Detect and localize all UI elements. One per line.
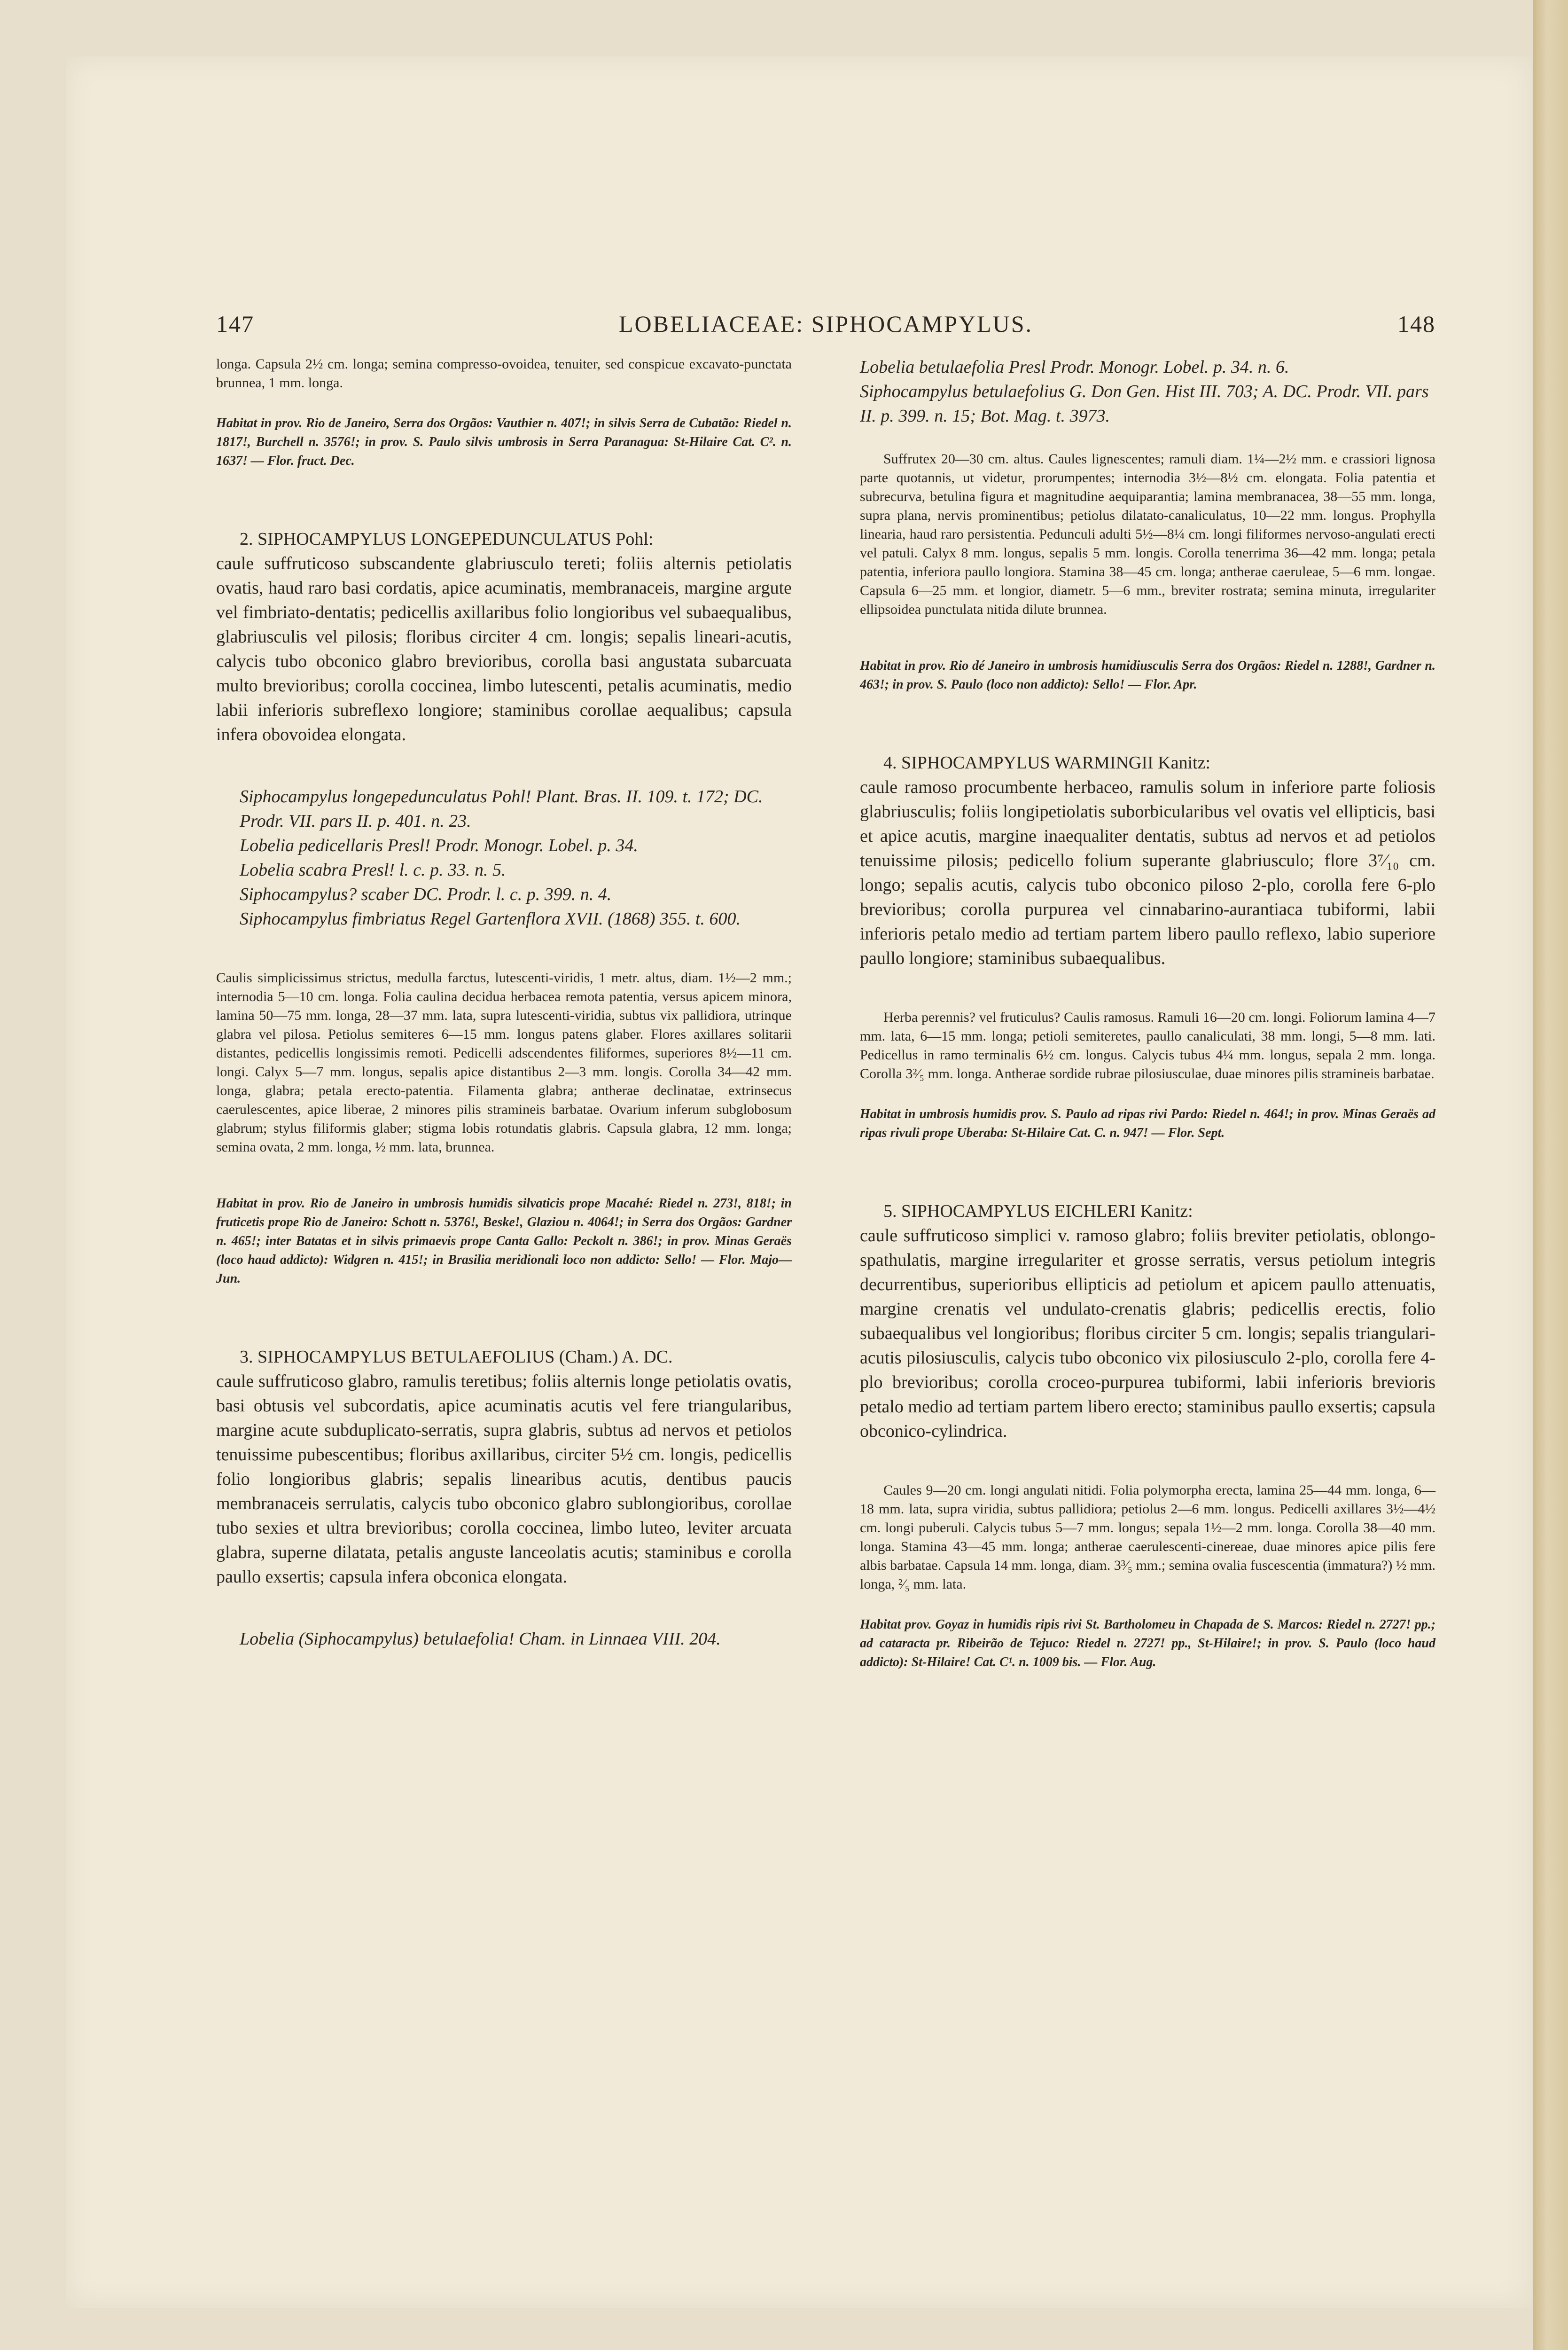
species-heading <box>860 1199 1435 1223</box>
synonym-entry: Siphocampylus longepedunculatus Pohl! Plant. Bras. II. 109. t. 172; DC. Prodr. VII. pars II. p. 401. n. 23. <box>240 787 763 831</box>
species-heading <box>216 1345 792 1369</box>
running-header <box>216 310 1435 343</box>
species-description: caule suffruticoso subscandente glabriusculo tereti; foliis alternis petiolatis ovatis, haud raro basi cordatis, apice acuminatis, membranaceis, margine argute vel fimbriato-dentatis; pedicellis axillaribus folio longioribus vel subaequalibus, glabriusculis vel pilosis; floribus circiter 4 cm. longis; sepalis lineari-acutis, calycis tubo obconico glabro brevioribus, corolla basi angustata subarcuata multo brevioribus; corolla coccinea, limbo lutescenti, petalis acuminatis, medio labii inferioris subreflexo longiore; staminibus corollae aequalibus; capsula infera obovoidea elongata. <box>216 554 792 744</box>
species-name: 4. SIPHOCAMPYLUS WARMINGII Kanitz: <box>883 753 1210 773</box>
synonym-list <box>216 1627 792 1651</box>
synonym-entry: Siphocampylus fimbriatus Regel Gartenflora XVII. (1868) 355. t. 600. <box>240 909 741 929</box>
synonym-entry: Lobelia pedicellaris Presl! Prodr. Monogr. Lobel. p. 34. <box>240 836 638 855</box>
right-column <box>860 355 1435 1672</box>
detail-paragraph: Herba perennis? vel fruticulus? Caulis ramosus. Ramuli 16—20 cm. longi. Foliorum lamina 4—7 mm. lata, 6—15 mm. longa; petioli semiteretes, paullo canaliculati, 38 mm. longi, 5—8 mm. lati. Pedicellus in ramo terminalis 6½ cm. longus. Calycis tubus 4¼ mm. longus, sepala 2 mm. longa. Corolla 3²⁄₅ mm. longa. Antherae sordide rubrae pilosiusculae, duae minores pilis stramineis barbatae. <box>860 1010 1435 1081</box>
running-title: LOBELIACEAE: SIPHOCAMPYLUS. <box>618 311 1033 337</box>
left-column <box>216 355 792 1651</box>
species-heading <box>860 751 1435 775</box>
habitat-paragraph: Habitat in prov. Rio de Janeiro, Serra dos Orgãos: Vauthier n. 407!; in silvis Serra de Cubatão: Riedel n. 1817!, Burchell n. 3576!; in prov. S. Paulo silvis umbrosis in Serra Paranagua: St-Hilaire Cat. C². n. 1637! — Flor. fruct. Dec. <box>216 416 792 468</box>
synonym-entry: Siphocampylus? scaber DC. Prodr. l. c. p. 399. n. 4. <box>240 885 612 904</box>
page-number-left: 147 <box>216 311 254 337</box>
synonym-entry: Lobelia betulaefolia Presl Prodr. Monogr. Lobel. p. 34. n. 6. <box>860 357 1289 377</box>
habitat-paragraph: Habitat in prov. Rio de Janeiro in umbrosis humidis silvaticis prope Macahé: Riedel n. 273!, 818!; in fruticetis prope Rio de Janeiro: Schott n. 5376!, Beske!, Glaziou n. 4064!; in Serra dos Orgãos: Gardner n. 465!; inter Batatas et in silvis primaevis prope Canta Gallo: Peckolt n. 386!; in prov. Minas Geraës (loco haud addicto): Widgren n. 415!; in Brasilia meridionali loco non addicto: Sello! — Flor. Majo—Jun. <box>216 1196 792 1286</box>
detail-paragraph: Caulis simplicissimus strictus, medulla farctus, lutescenti-viridis, 1 metr. altus, diam. 1½—2 mm.; internodia 5—10 cm. longa. Folia caulina decidua herbacea remota patentia, versus apicem minora, lamina 50—75 mm. longa, 28—37 mm. lata, supra lutescenti-viridia, subtus vix pallidiora, utrinque glabra vel pilosa. Petiolus semiteres 6—15 mm. longus patens glaber. Flores axillares solitarii distantes, pedicellis longissimis remoti. Pedicelli adscendentes filiformes, superiores 8½—11 cm. longi. Calyx 5—7 mm. longus, sepalis apice distantibus 2—3 mm. longis. Corolla 34—42 mm. longa, glabra; petala erecto-patentia. Filamenta glabra; antherae declinatae, extrinsecus caerulescentes, apice liberae, 2 minores pilis stramineis barbatae. Ovarium inferum subglobosum glabrum; stylus filiformis glaber; stigma lobis rotundatis glabris. Capsula glabra, 12 mm. longa; semina ovata, 2 mm. longa, ½ mm. lata, brunnea. <box>216 970 792 1155</box>
continuation-paragraph: longa. Capsula 2½ cm. longa; semina compresso-ovoidea, tenuiter, sed conspicue excavato-punctata brunnea, 1 mm. longa. <box>216 356 792 391</box>
habitat-paragraph: Habitat prov. Goyaz in humidis ripis rivi St. Bartholomeu in Chapada de S. Marcos: Riedel n. 2727! pp.; ad cataracta pr. Ribeirão de Tejuco: Riedel n. 2727! pp., St-Hilaire!; in prov. S. Paulo (loco haud addicto): St-Hilaire! Cat. C¹. n. 1009 bis. — Flor. Aug. <box>860 1617 1435 1669</box>
detail-paragraph: Suffrutex 20—30 cm. altus. Caules lignescentes; ramuli diam. 1¼—2½ mm. e crassiori lignosa parte quotannis, ut videtur, prorumpentes; internodia 3½—8½ cm. elongata. Folia patentia et subrecurva, betulina figura et magnitudine aequiparantia; lamina membranacea, 38—55 mm. longa, supra plana, nervis prominentibus; petiolus dilatato-canaliculatus, 10—22 mm. longus. Prophylla linearia, haud raro persistentia. Pedunculi adulti 5½—8¼ cm. longi filiformes nervoso-angulati erecti vel patuli. Calyx 8 mm. longus, sepalis 5 mm. longis. Corolla tenerrima 36—42 mm. longa; petala patentia, inferiora paullo longiora. Stamina 38—45 cm. longa; antherae caeruleae, 5—6 mm. longae. Capsula 6—25 mm. et longior, diametr. 5—6 mm., breviter rostrata; semina minuta, irregulariter ellipsoidea punctulata nitida dilute brunnea. <box>860 451 1435 617</box>
habitat-paragraph: Habitat in umbrosis humidis prov. S. Paulo ad ripas rivi Pardo: Riedel n. 464!; in prov. Minas Geraës ad ripas rivuli prope Uberaba: St-Hilaire Cat. C. n. 947! — Flor. Sept. <box>860 1107 1435 1140</box>
species-description: caule ramoso procumbente herbaceo, ramulis solum in inferiore parte foliosis glabriusculis; foliis longipetiolatis suborbicularibus vel ovatis vel ellipticis, basi et apice acutis, margine inaequaliter dentatis, subtus ad nervos et ad petiolos tenuissime pilosis; pedicello folium superante glabriusculo; flore 3⁷⁄₁₀ cm. longo; sepalis acutis, calycis tubo obconico piloso 2-plo, corolla fere 6-plo brevioribus; corolla purpurea vel cinnabarino-aurantiaca tubiformi, labii inferioris petalo medio ad tertiam partem libero paullo reflexo, labio superiore paullo longiore; staminibus subaequalibus. <box>860 777 1435 968</box>
species-name: 2. SIPHOCAMPYLUS LONGEPEDUNCULATUS Pohl: <box>240 529 654 549</box>
book-gutter <box>1533 0 1568 2350</box>
species-name: 3. SIPHOCAMPYLUS BETULAEFOLIUS (Cham.) A. DC. <box>240 1347 673 1367</box>
page-number-right: 148 <box>1397 311 1435 337</box>
synonym-entry: Lobelia (Siphocampylus) betulaefolia! Cham. in Linnaea VIII. 204. <box>240 1629 721 1649</box>
species-name: 5. SIPHOCAMPYLUS EICHLERI Kanitz: <box>883 1201 1193 1221</box>
synonym-list <box>216 784 792 931</box>
synonym-entry: Lobelia scabra Presl! l. c. p. 33. n. 5. <box>240 860 506 880</box>
species-description: caule suffruticoso glabro, ramulis teretibus; foliis alternis longe petiolatis ovatis, basi obtusis vel subcordatis, apice acuminatis acutis vel fere triangularibus, margine acute subduplicato-serratis, supra glabris, subtus ad nervos et petiolos tenuissime pubescentibus; floribus axillaribus, circiter 5½ cm. longis, pedicellis folio longioribus glabris; sepalis linearibus acutis, dentibus paucis membranaceis serrulatis, calycis tubo obconico glabro sublongioribus, corollae tubo sexies et ultra brevioribus; corolla coccinea, limbo luteo, leviter arcuata glabra, superne dilatata, petalis anguste lanceolatis acutis; staminibus e corolla paullo exsertis; capsula infera obconica elongata. <box>216 1371 792 1587</box>
species-heading <box>216 527 792 551</box>
detail-paragraph: Caules 9—20 cm. longi angulati nitidi. Folia polymorpha erecta, lamina 25—44 mm. longa, 6—18 mm. lata, supra viridia, subtus pallidiora; petiolus 2—6 mm. longus. Pedicelli axillares 3½—4½ cm. longi puberuli. Calycis tubus 5—7 mm. longus; sepala 1½—2 mm. longa. Corolla 38—40 mm. longa. Stamina 43—45 mm. longa; antherae caerulescenti-cinereae, duae minores apice pilis fere albis barbatae. Capsula 14 mm. longa, diam. 3³⁄₅ mm.; semina ovalia fuscescentia (immatura?) ½ mm. longa, ²⁄₅ mm. lata. <box>860 1482 1435 1592</box>
synonym-entry: Siphocampylus betulaefolius G. Don Gen. Hist III. 703; A. DC. Prodr. VII. pars II. p. 399. n. 15; Bot. Mag. t. 3973. <box>860 382 1429 426</box>
habitat-paragraph: Habitat in prov. Rio dé Janeiro in umbrosis humidiusculis Serra dos Orgãos: Riedel n. 1288!, Gardner n. 463!; in prov. S. Paulo (loco non addicto): Sello! — Flor. Apr. <box>860 658 1435 692</box>
species-description: caule suffruticoso simplici v. ramoso glabro; foliis breviter petiolatis, oblongo-spathulatis, margine irregulariter et grosse serratis, versus petiolum integris decurrentibus, superioribus ellipticis ad petiolum et apicem paullo attenuatis, margine crenatis vel undulato-crenatis glabris; pedicellis erectis, folio subaequalibus vel longioribus; floribus circiter 5 cm. longis; sepalis triangulari-acutis pilosiusculis, calycis tubo obconico vix pilosiusculo 2-plo, corolla fere 4-plo brevioribus; corolla croceo-purpurea tubiformi, labii inferioris brevioris petalo medio ad tertiam partem libero erecto; staminibus paullo exsertis; capsula obconico-cylindrica. <box>860 1226 1435 1441</box>
synonym-list <box>860 355 1435 428</box>
